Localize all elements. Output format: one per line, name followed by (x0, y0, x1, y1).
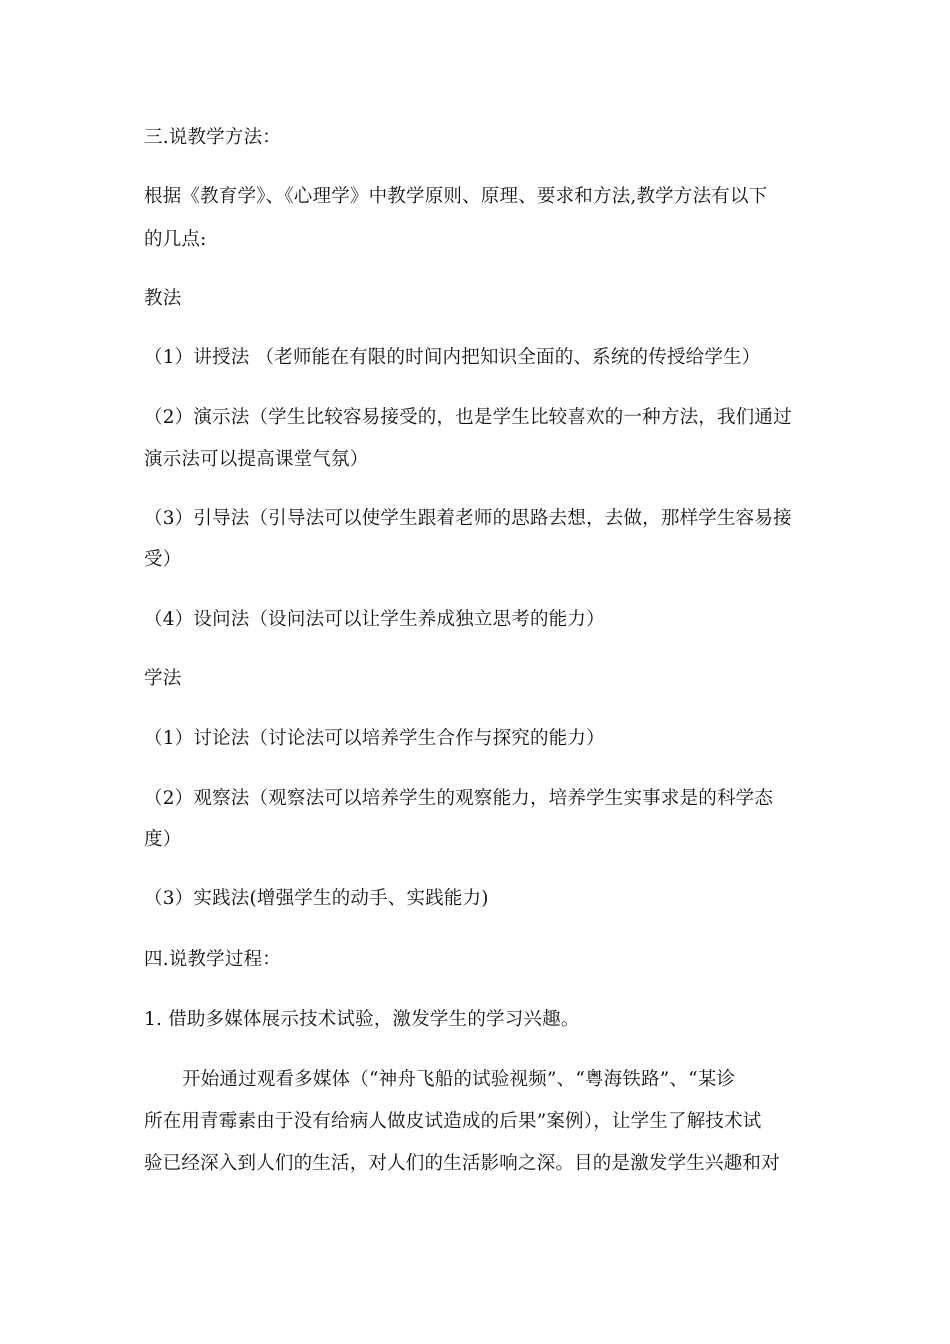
section-heading-teaching-methods: 三.说教学方法： (144, 127, 281, 148)
paragraph-line: 验已经深入到人们的生活，对人们的生活影响之深。目的是激发学生兴趣和对 (144, 1153, 780, 1174)
paragraph-line: 开始通过观看多媒体（“神舟飞船的试验视频”、“粤海铁路”、“某诊 (182, 1069, 736, 1090)
list-item: （4）设问法（设问法可以让学生养成独立思考的能力） (144, 609, 605, 630)
list-item-continuation: 演示法可以提高课堂气氛） (144, 449, 369, 470)
list-item: （3）引导法（引导法可以使学生跟着老师的思路去想，去做，那样学生容易接 (144, 508, 792, 529)
list-item: （2）观察法（观察法可以培养学生的观察能力，培养学生实事求是的科学态 (144, 788, 774, 809)
list-item-continuation: 受） (144, 549, 182, 570)
list-item: （1）讲授法 （老师能在有限的时间内把知识全面的、系统的传授给学生） (144, 347, 761, 368)
paragraph-line: 的几点: (144, 229, 207, 250)
list-item-continuation: 度） (144, 829, 182, 850)
paragraph-line: 根据《教育学》、《心理学》中教学原则、原理、要求和方法,教学方法有以下 (144, 186, 768, 207)
section-heading-teaching-process: 四.说教学过程： (144, 949, 281, 970)
paragraph-line: 所在用青霉素由于没有给病人做皮试造成的后果”案例），让学生了解技术试 (144, 1111, 762, 1132)
numbered-item: 1. 借助多媒体展示技术试验，激发学生的学习兴趣。 (144, 1009, 580, 1030)
list-item: （1）讨论法（讨论法可以培养学生合作与探究的能力） (144, 728, 605, 749)
list-item: （3）实践法(增强学生的动手、实践能力) (144, 888, 489, 909)
subheading-teaching-method: 教法 (144, 288, 182, 309)
list-item: （2）演示法（学生比较容易接受的，也是学生比较喜欢的一种方法，我们通过 (144, 407, 792, 428)
subheading-learning-method: 学法 (144, 668, 182, 689)
